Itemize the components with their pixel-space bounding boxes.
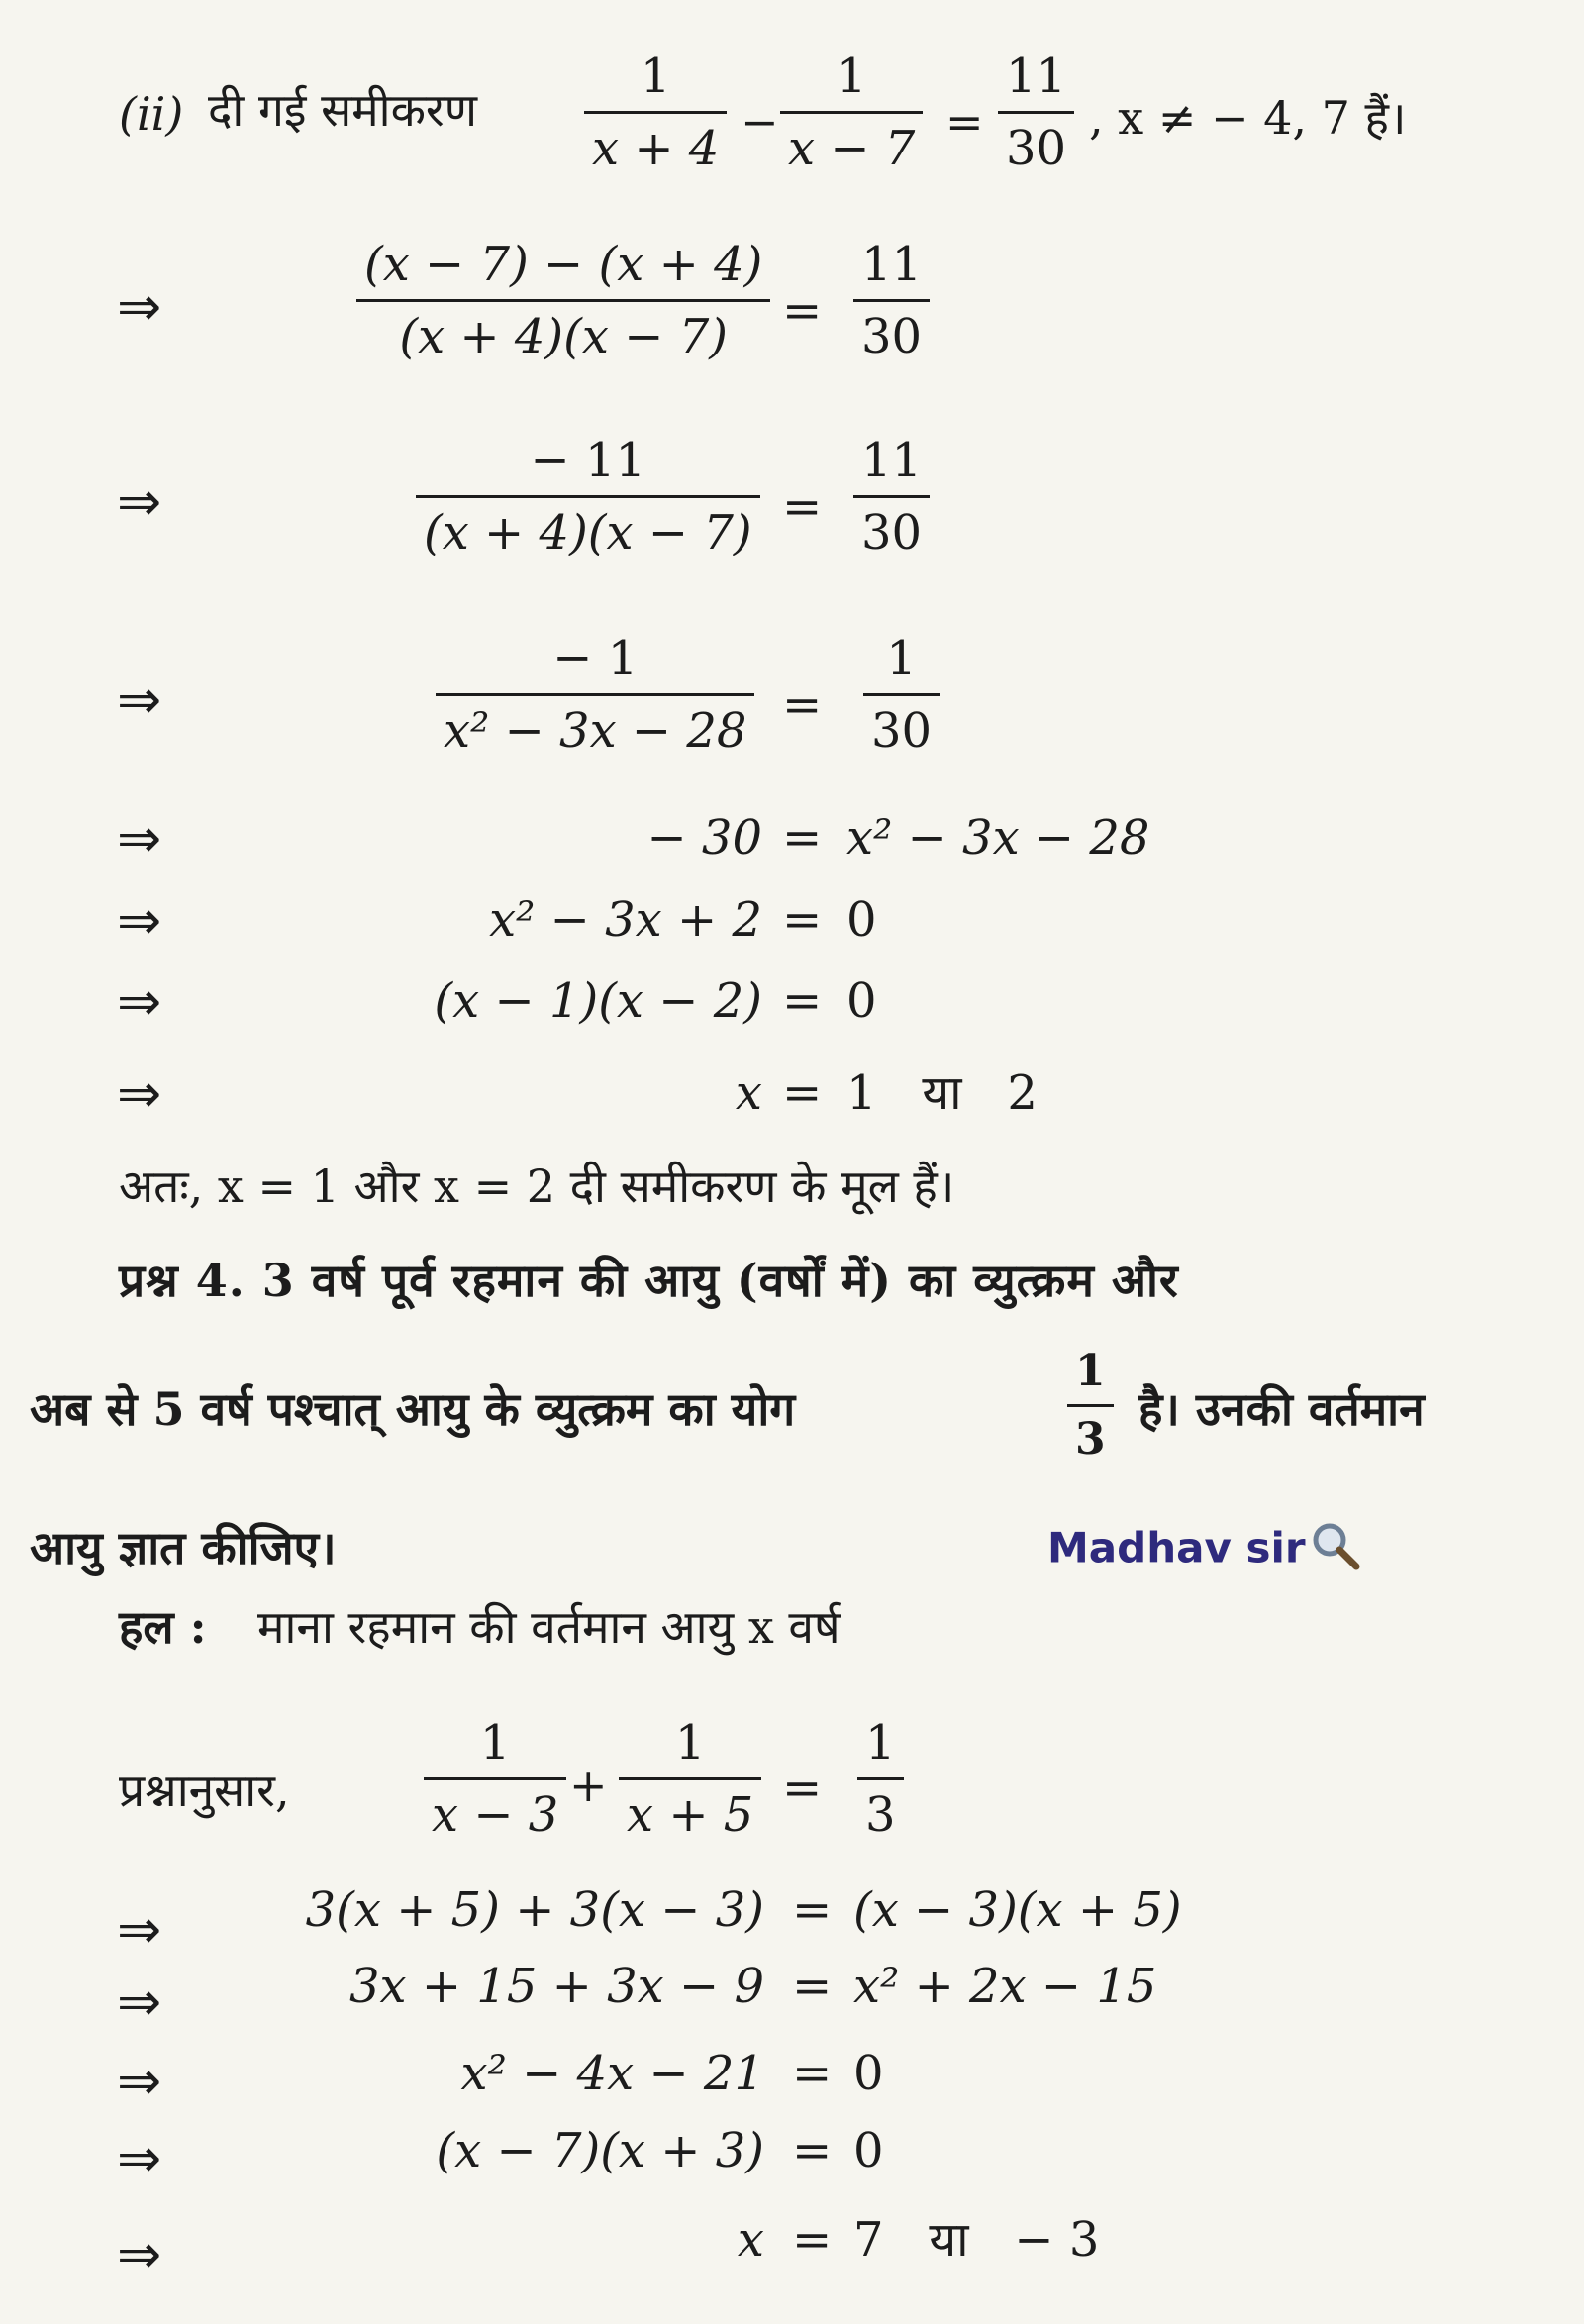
implies-arrow: ⇒ xyxy=(117,2127,162,2189)
implies-arrow: ⇒ xyxy=(117,807,162,869)
fraction-numerator: (x − 7) − (x + 4) xyxy=(364,237,763,292)
implies-arrow: ⇒ xyxy=(117,1898,162,1961)
solution-text: माना रहमान की वर्तमान आयु x वर्ष xyxy=(257,1600,841,1654)
solution-fraction-2 xyxy=(619,1715,761,1844)
fraction-numerator: 11 xyxy=(861,433,923,488)
given-fraction-3 xyxy=(998,49,1074,177)
equals-sign: = xyxy=(792,1959,833,2014)
solution-label: हल : xyxy=(119,1600,207,1654)
equation-lhs: 3(x + 5) + 3(x − 3) xyxy=(305,1882,764,1938)
equation-lhs: − 30 xyxy=(646,810,762,865)
step-fraction-rhs xyxy=(863,631,940,759)
fraction-numerator: 11 xyxy=(1006,49,1067,104)
fraction-denominator: 30 xyxy=(871,703,933,759)
minus-sign: − xyxy=(741,95,779,149)
fraction-denominator: 30 xyxy=(1006,121,1067,177)
equals-sign: = xyxy=(782,479,823,535)
fraction-numerator: − 1 xyxy=(552,631,639,686)
fraction-denominator: x − 3 xyxy=(432,1787,559,1844)
magnifier-icon xyxy=(1310,1520,1361,1581)
equation-rhs: x² + 2x − 15 xyxy=(853,1959,1157,2014)
equation-rhs: 0 xyxy=(853,2123,884,2178)
equation-lhs: x xyxy=(737,2212,764,2268)
fraction-numerator: 1 xyxy=(640,49,671,104)
implies-arrow: ⇒ xyxy=(117,275,162,338)
part-label: (ii) xyxy=(119,87,184,141)
fraction-numerator: 1 xyxy=(836,49,867,104)
step-fraction-lhs xyxy=(436,631,754,759)
implies-arrow: ⇒ xyxy=(117,2223,162,2285)
implies-arrow: ⇒ xyxy=(117,1970,162,2033)
implies-arrow: ⇒ xyxy=(117,2050,162,2112)
fraction-numerator: 1 xyxy=(865,1715,896,1770)
fraction-numerator: − 11 xyxy=(530,433,646,488)
equals-sign: = xyxy=(782,810,823,865)
fraction-denominator: x + 4 xyxy=(592,121,720,177)
watermark xyxy=(1047,1520,1361,1581)
implies-arrow: ⇒ xyxy=(117,889,162,952)
solution-fraction-3 xyxy=(857,1715,904,1844)
equation-lhs: (x − 7)(x + 3) xyxy=(436,2123,764,2178)
equals-sign: = xyxy=(782,973,823,1029)
watermark-text: Madhav sir xyxy=(1047,1523,1306,1572)
domain-condition: , x ≠ − 4, 7 हैं। xyxy=(1089,91,1407,145)
equation-rhs: 1 या 2 xyxy=(846,1065,1038,1121)
question-line-2b: है। उनकी वर्तमान xyxy=(1138,1382,1425,1436)
equation-lhs: x² − 3x + 2 xyxy=(489,892,762,948)
equals-sign: = xyxy=(945,95,984,149)
equation-rhs: (x − 3)(x + 5) xyxy=(853,1882,1182,1938)
fraction-denominator: x² − 3x − 28 xyxy=(444,703,747,759)
fraction-denominator: (x + 4)(x − 7) xyxy=(399,309,728,365)
fraction-denominator: 3 xyxy=(865,1787,896,1844)
implies-arrow: ⇒ xyxy=(117,970,162,1033)
equation-rhs: 7 या − 3 xyxy=(853,2212,1100,2268)
implies-arrow: ⇒ xyxy=(117,1062,162,1125)
solution-fraction-1 xyxy=(424,1715,566,1844)
part-intro: दी गई समीकरण xyxy=(208,83,477,137)
fraction-numerator: 1 xyxy=(479,1715,511,1770)
step-fraction-rhs xyxy=(853,433,930,561)
question-line-3: आयु ज्ञात कीजिए। xyxy=(30,1521,337,1574)
according-label: प्रश्नानुसार, xyxy=(119,1764,290,1817)
given-fraction-2 xyxy=(780,49,923,177)
question-line-2a: अब से 5 वर्ष पश्चात् आयु के व्युत्क्रम का योग xyxy=(30,1382,796,1436)
equation-lhs: (x − 1)(x − 2) xyxy=(434,973,762,1029)
equation-lhs: 3x + 15 + 3x − 9 xyxy=(348,1959,764,2014)
equation-rhs: 0 xyxy=(853,2046,884,2101)
question-fraction xyxy=(1067,1346,1114,1465)
plus-sign: + xyxy=(569,1759,608,1812)
fraction-denominator: 30 xyxy=(861,505,923,561)
equals-sign: = xyxy=(792,2123,833,2178)
equals-sign: = xyxy=(782,1065,823,1121)
fraction-numerator: 11 xyxy=(861,237,923,292)
equals-sign: = xyxy=(782,677,823,733)
equation-rhs: 0 xyxy=(846,973,877,1029)
equation-lhs: x xyxy=(735,1065,762,1121)
implies-arrow: ⇒ xyxy=(117,470,162,533)
fraction-denominator: 3 xyxy=(1075,1414,1106,1465)
fraction-denominator: (x + 4)(x − 7) xyxy=(424,505,752,561)
equals-sign: = xyxy=(782,892,823,948)
equals-sign: = xyxy=(792,2046,833,2101)
equals-sign: = xyxy=(782,283,823,339)
step-fraction-lhs xyxy=(416,433,760,561)
equation-lhs: x² − 4x − 21 xyxy=(460,2046,764,2101)
fraction-denominator: x − 7 xyxy=(788,121,916,177)
equals-sign: = xyxy=(792,1882,833,1938)
conclusion-text: अतः, x = 1 और x = 2 दी समीकरण के मूल हैं। xyxy=(119,1160,955,1213)
step-fraction-rhs xyxy=(853,237,930,365)
step-fraction-lhs xyxy=(356,237,770,365)
equation-rhs: x² − 3x − 28 xyxy=(846,810,1150,865)
fraction-numerator: 1 xyxy=(674,1715,706,1770)
given-fraction-1 xyxy=(584,49,727,177)
fraction-denominator: x + 5 xyxy=(627,1787,754,1844)
fraction-denominator: 30 xyxy=(861,309,923,365)
implies-arrow: ⇒ xyxy=(117,668,162,731)
fraction-numerator: 1 xyxy=(1075,1346,1106,1396)
equals-sign: = xyxy=(792,2212,833,2268)
fraction-numerator: 1 xyxy=(886,631,917,686)
equation-rhs: 0 xyxy=(846,892,877,948)
question-line-1: प्रश्न 4. 3 वर्ष पूर्व रहमान की आयु (वर्षों में) का व्युत्क्रम और xyxy=(119,1254,1179,1307)
equals-sign: = xyxy=(782,1761,823,1816)
